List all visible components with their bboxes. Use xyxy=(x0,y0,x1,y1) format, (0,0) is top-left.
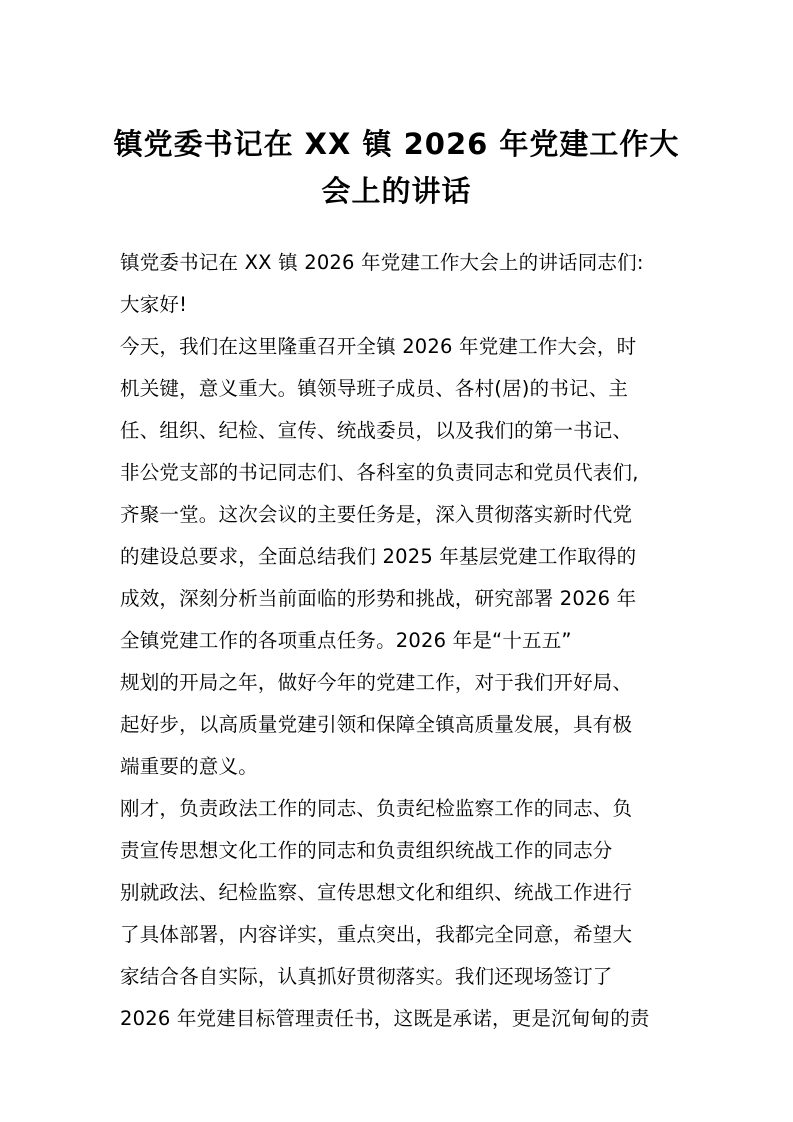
document-title-line-1: 镇党委书记在 XX 镇 2026 年党建工作大 xyxy=(113,127,680,161)
body-line-10: 全镇党建工作的各项重点任务。2026 年是“十五五” xyxy=(120,629,572,652)
body-line-17: 了具体部署，内容详实，重点突出，我都完全同意，希望大 xyxy=(120,923,633,946)
body-line-15: 责宣传思想文化工作的同志和负责组织统战工作的同志分 xyxy=(120,839,613,862)
document-title-line-2: 会上的讲话 xyxy=(321,174,472,208)
body-line-13: 端重要的意义。 xyxy=(120,755,258,778)
body-line-9: 成效，深刻分析当前面临的形势和挑战，研究部署 2026 年 xyxy=(120,587,637,610)
body-line-16: 别就政法、纪检监察、宣传思想文化和组织、统战工作进行 xyxy=(120,881,633,904)
body-line-18: 家结合各自实际，认真抓好贯彻落实。我们还现场签订了 xyxy=(120,965,613,988)
body-line-6: 非公党支部的书记同志们、各科室的负责同志和党员代表们, xyxy=(120,461,639,484)
body-line-7: 齐聚一堂。这次会议的主要任务是，深入贯彻落实新时代党 xyxy=(120,503,633,526)
body-line-4: 机关键，意义重大。镇领导班子成员、各村(居)的书记、主 xyxy=(120,377,629,400)
body-line-11: 规划的开局之年，做好今年的党建工作，对于我们开好局、 xyxy=(120,671,633,694)
body-line-1: 镇党委书记在 XX 镇 2026 年党建工作大会上的讲话同志们: xyxy=(120,251,644,274)
body-line-3: 今天，我们在这里隆重召开全镇 2026 年党建工作大会，时 xyxy=(120,335,637,358)
body-line-19: 2026 年党建目标管理责任书，这既是承诺，更是沉甸甸的责 xyxy=(120,1007,650,1030)
body-line-8: 的建设总要求，全面总结我们 2025 年基层党建工作取得的 xyxy=(120,545,637,568)
body-line-5: 任、组织、纪检、宣传、统战委员，以及我们的第一书记、 xyxy=(120,419,633,442)
body-line-14: 刚才，负责政法工作的同志、负责纪检监察工作的同志、负 xyxy=(120,797,633,820)
body-line-12: 起好步，以高质量党建引领和保障全镇高质量发展，具有极 xyxy=(120,713,633,736)
body-line-2: 大家好! xyxy=(120,293,188,316)
